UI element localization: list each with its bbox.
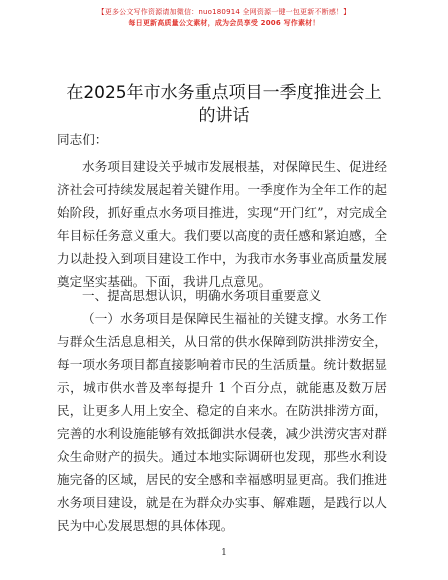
promo-banner-line-2: 每日更新高质量公文素材，成为会员享受 2006 写作素材！ [128,19,320,27]
document-title: 在2025年市水务重点项目一季度推进会上的讲话 [66,83,382,126]
page-number: 1 [221,548,227,558]
intro-paragraph: 水务项目建设关乎城市发展根基，对保障民生、促进经济社会可持续发展起着关键作用。一季度作为全年工作的起始阶段，抓好重点水务项目推进，实现“开门红”，对完成全年目标任务意义重大。我们要以高度的责任感和紧迫感，全力以赴投入到项目建设工作中，为我市水务事业高质量发展奠定坚实基础。下面，我讲几点意见。 [57,159,387,289]
section-heading: 一、提高思想认识，明确水务项目重要意义 [82,288,322,303]
promo-banner-line-1: 【更多公文写作资源请加微信：nuo180914 全网资源一键一包更新不断感！】 [97,8,351,16]
salutation: 同志们： [57,132,108,147]
body-paragraph: （一）水务项目是保障民生福祉的关键支撑。水务工作与群众生活息息相关，从日常的供水保障到防洪排涝安全，每一项水务项目都直接影响着市民的生活质量。统计数据显示，城市供水普及率每提升 1 个百分点，就能惠及数万居民，让更多人用上安全、稳定的自来水。在防洪排涝方面，完善的水利设施能够有效抵御洪水侵袭，减少洪涝灾害对群众生命财产的损失。通过本地实际调研也发现，那些水利设施完备的区域，居民的安全感和幸福感明显更高。我们推进水务项目建设，就是在为群众办实事、解难题，是践行以人民为中心发展思想的具体体现。 [57,311,387,533]
